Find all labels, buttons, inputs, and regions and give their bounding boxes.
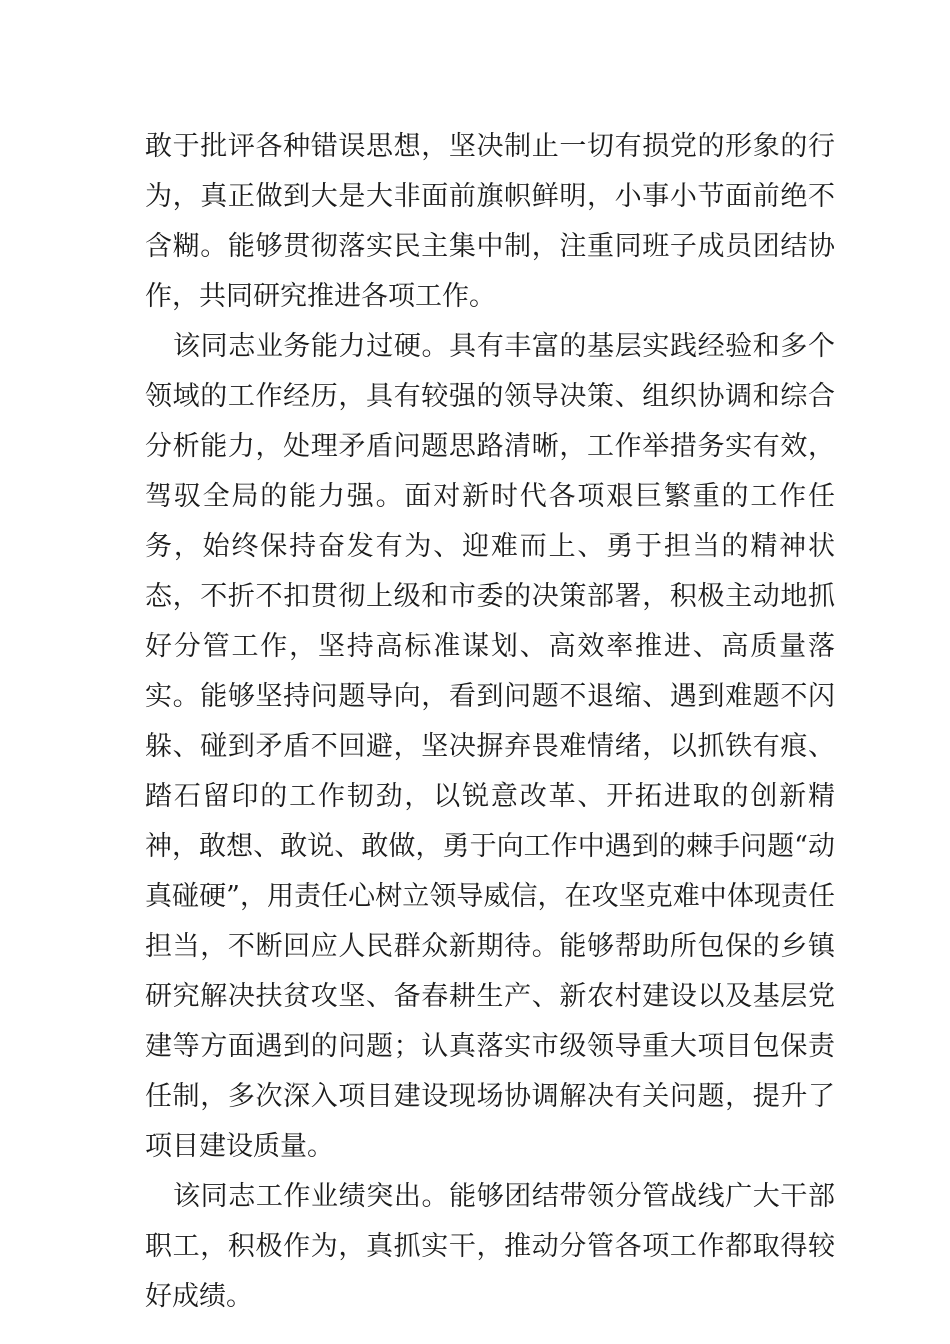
paragraph-continuation: 敢于批评各种错误思想，坚决制止一切有损党的形象的行为，真正做到大是大非面前旗帜鲜明，小事小节面前绝不含糊。能够贯彻落实民主集中制，注重同班子成员团结协作，共同研究推进各项工作。 [145, 131, 835, 312]
paragraph-work-performance: 该同志工作业绩突出。能够团结带领分管战线广大干部职工，积极作为，真抓实干，推动分管各项工作都取得较好成绩。 [145, 1181, 835, 1312]
paragraph-business-ability: 该同志业务能力过硬。具有丰富的基层实践经验和多个领域的工作经历，具有较强的领导决策、组织协调和综合分析能力，处理矛盾问题思路清晰，工作举措务实有效，驾驭全局的能力强。面对新时代各项艰巨繁重的工作任务，始终保持奋发有为、迎难而上、勇于担当的精神状态，不折不扣贯彻上级和市委的决策部署，积极主动地抓好分管工作，坚持高标准谋划、高效率推进、高质量落实。能够坚持问题导向，看到问题不退缩、遇到难题不闪躲、碰到矛盾不回避，坚决摒弃畏难情绪，以抓铁有痕、踏石留印的工作韧劲，以锐意改革、开拓进取的创新精神，敢想、敢说、敢做，勇于向工作中遇到的棘手问题“动真碰硬”，用责任心树立领导威信，在攻坚克难中体现责任担当，不断回应人民群众新期待。能够帮助所包保的乡镇研究解决扶贫攻坚、备春耕生产、新农村建设以及基层党建等方面遇到的问题；认真落实市级领导重大项目包保责任制，多次深入项目建设现场协调解决有关问题，提升了项目建设质量。 [145, 331, 835, 1162]
document-body [145, 122, 835, 1322]
